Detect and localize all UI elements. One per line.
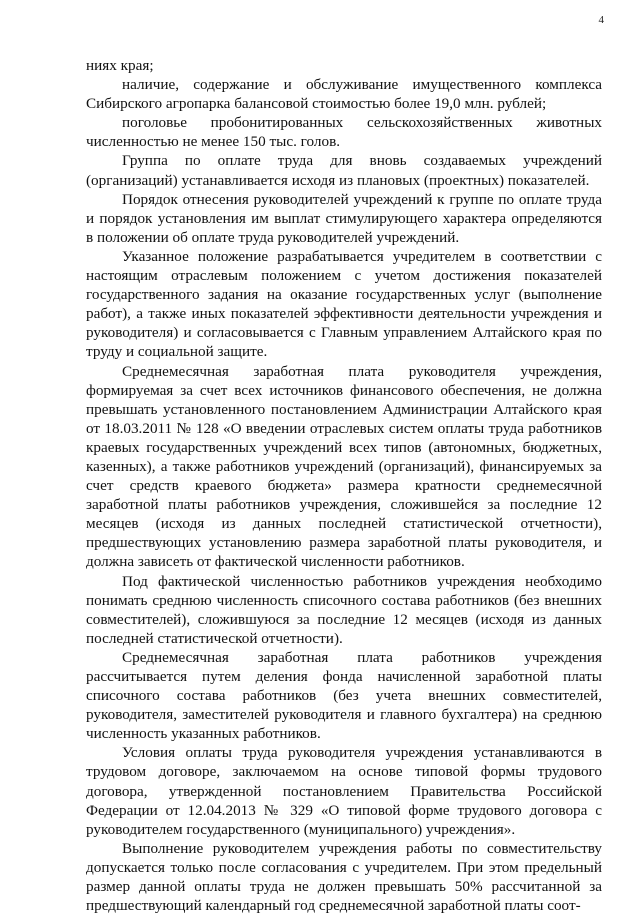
paragraph-average-salary-workers: Среднемесячная заработная плата работников учреждения рассчитывается путем деления фонда начисленной заработной платы списочного состава работников (без учета внешних совместителей, руководителя, заместителей руководителя и главного бухгалтера) на среднюю численность указанных работников. bbox=[86, 648, 602, 743]
paragraph-labor-contract: Условия оплаты труда руководителя учреждения устанавливаются в трудовом договоре, заключаемом на основе типовой формы трудового договора, утвержденной постановлением Правительства Российской Федерации от 12.04.2013 № 329 «О типовой форме трудового договора с руководителем государственного (муниципального) учреждения». bbox=[86, 744, 602, 838]
paragraph-part-time: Выполнение руководителем учреждения работы по совместительству допускается только после согласования с учредителем. При этом предельный размер данной оплаты труда не должен превышать 50% рассчитанной за предшествующий календарный год среднемесячной заработной платы соот- bbox=[86, 839, 602, 915]
paragraph-agropark: наличие, содержание и обслуживание имущественного комплекса Сибирского агропарка балансовой стоимостью более 19,0 млн. рублей; bbox=[86, 76, 602, 113]
paragraph-regulation: Указанное положение разрабатывается учредителем в соответствии с настоящим отраслевым положением с учетом достижения показателей государственного задания на оказание государственных услуг (выполнение работ), а также иных показателей эффективности деятельности учреждения и руководителя) и согласовывается с Главным управлением Алтайского края по труду и социальной защите. bbox=[86, 247, 602, 361]
page-number: 4 bbox=[598, 14, 604, 26]
paragraph-livestock: поголовье пробонитированных сельскохозяйственных животных численностью не менее 150 тыс. голов. bbox=[86, 114, 602, 151]
paragraph-group-assignment: Порядок отнесения руководителей учреждений к группе по оплате труда и порядок установления им выплат стимулирующего характера определяются в положении об оплате труда руководителей учреждений. bbox=[86, 190, 602, 246]
paragraph-new-institutions: Группа по оплате труда для вновь создаваемых учреждений (организаций) устанавливается исходя из плановых (проектных) показателей. bbox=[86, 152, 602, 189]
paragraph-actual-headcount: Под фактической численностью работников учреждения необходимо понимать среднюю численность списочного состава работников (без внешних совместителей), сложившуюся за последние 12 месяцев (исходя из данных последней статистической отчетности). bbox=[86, 572, 602, 647]
document-body bbox=[86, 56, 602, 915]
paragraph-continuation: ниях края; bbox=[86, 57, 154, 74]
paragraph-average-salary-head: Среднемесячная заработная плата руководителя учреждения, формируемая за счет всех источников финансового обеспечения, не должна превышать установленного постановлением Администрации Алтайского края от 18.03.2011 № 128 «О введении отраслевых систем оплаты труда работников краевых государственных учреждений всех типов (автономных, бюджетных, казенных), а также работников учреждений (организаций), финансируемых за счет средств краевого бюджета» размера кратности среднемесячной заработной платы работников учреждения, сложившейся за последние 12 месяцев (исходя из данных последней статистической отчетности), предшествующих установлению размера заработной платы руководителя, и должна зависеть от фактической численности работников. bbox=[86, 362, 602, 571]
